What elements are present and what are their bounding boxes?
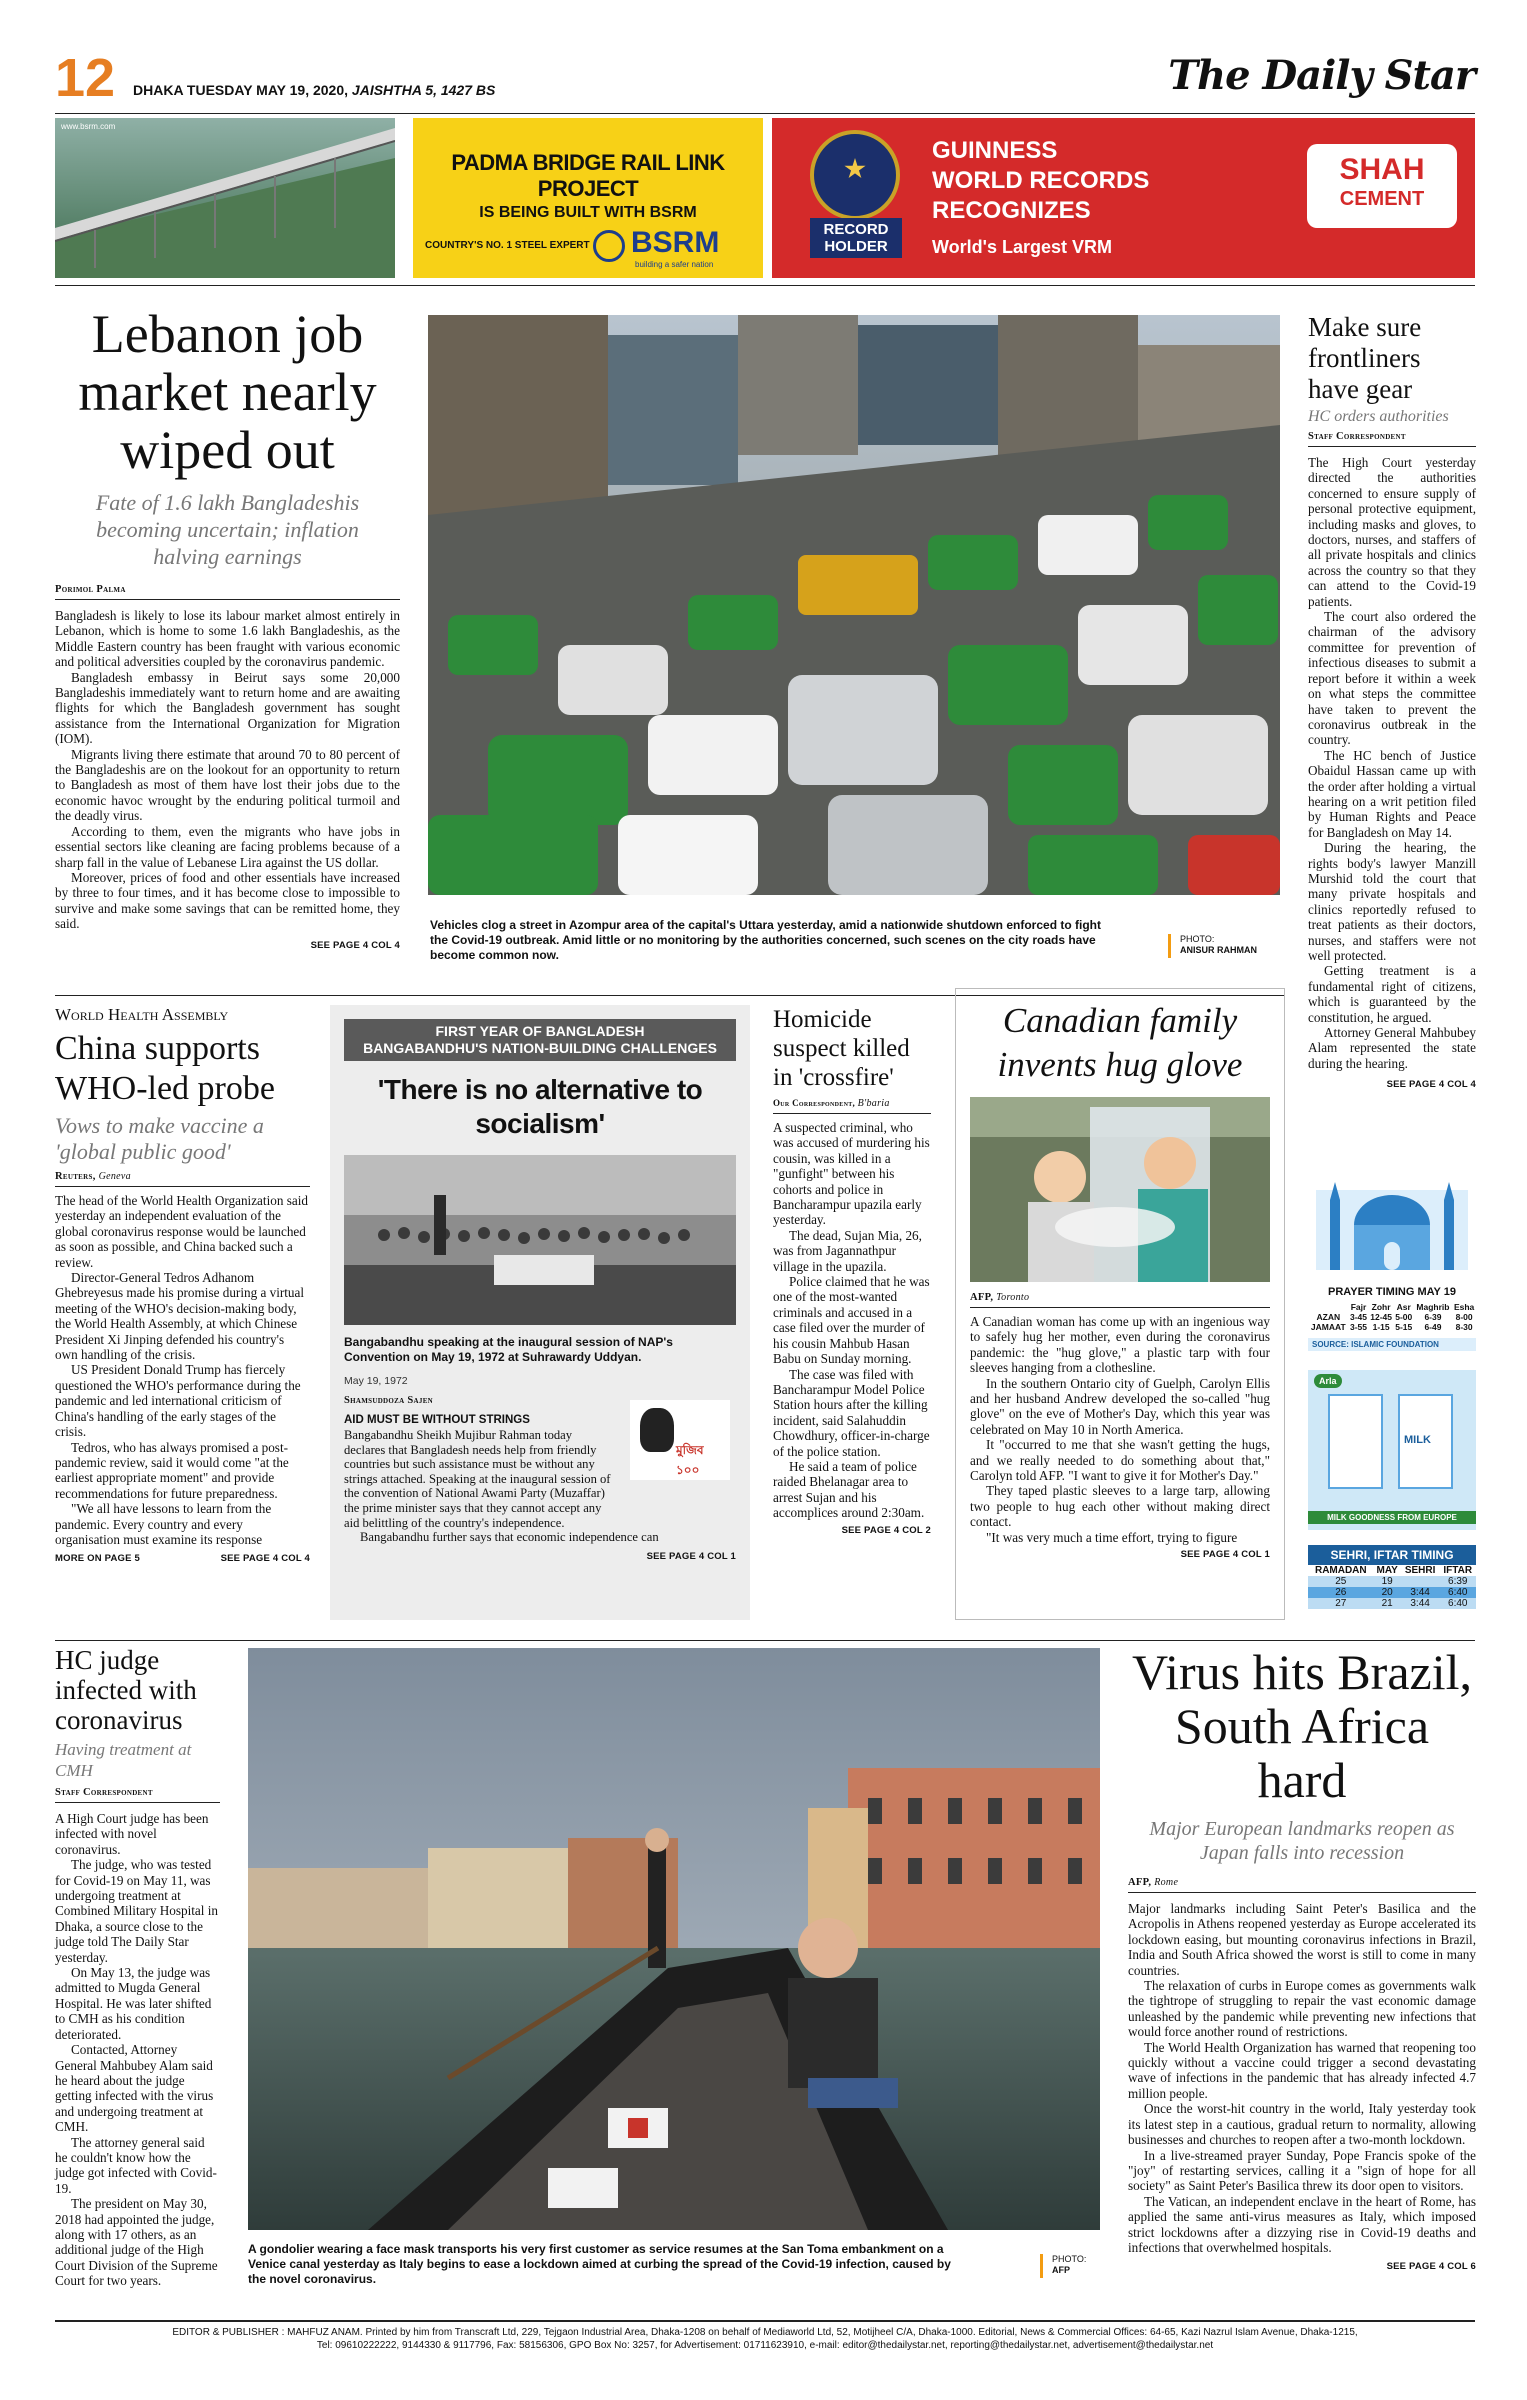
masthead: [55, 50, 1475, 110]
china-deck: Vows to make vaccine a 'global public good': [55, 1113, 264, 1164]
bsrm-ad[interactable]: [55, 118, 770, 278]
dateline: [133, 82, 495, 98]
lebanon-para: Bangladesh is likely to lose its labour market almost entirely in Lebanon, which is home to some 1.6 lakh Bangladeshis, as the Middle Eastern country has been fraught with various economic and political adversities coupled by the coronavirus pandemic.: [55, 608, 400, 670]
arla-tagline: MILK GOODNESS FROM EUROPE: [1308, 1511, 1476, 1524]
homicide-byline-place: B'baria: [857, 1098, 890, 1109]
prayer-header-cell: Esha: [1453, 1302, 1475, 1312]
frontliners-para: During the hearing, the rights body's lawyer Manzill Murshid told the court that many private hospitals and clinics reportedly refused to treat patients as their doctors, nurses, and staffers were not well protected.: [1308, 840, 1476, 963]
traffic-credit: [1180, 934, 1257, 956]
bangabandhu-jump[interactable]: SEE PAGE 4 COL 1: [646, 1550, 736, 1562]
lebanon-story: [55, 305, 400, 951]
prayer-cell: 3-55: [1350, 1322, 1368, 1332]
canadian-para: "It was very much a time effort, trying to figure: [986, 1529, 1238, 1545]
prayer-cell: 12-45: [1370, 1312, 1392, 1322]
china-more[interactable]: MORE ON PAGE 5: [55, 1553, 140, 1565]
lebanon-headline[interactable]: Lebanon job market nearly wiped out: [78, 304, 377, 480]
frontliners-headline[interactable]: Make sure frontliners have gear: [1308, 312, 1422, 404]
china-para: Director-General Tedros Adhanom Ghebreyesus made his promise during a virtual meeting of the WHO's decision-making body, the World Health Assembly, at which Chinese President Xi Jinping defended his country's own handling of the crisis.: [55, 1270, 305, 1363]
shah-cement-ad[interactable]: [772, 118, 1475, 278]
sehri-cell: 26: [1335, 1587, 1347, 1598]
page-number: 12: [55, 48, 116, 108]
brazil-para: The relaxation of curbs in Europe comes as governments walk the tightrope of struggling to repair the vast economic damage unleashed by the pandemic while preventing new infections that would force another round of restrictions.: [1128, 1978, 1476, 2040]
china-para: US President Donald Trump has fiercely questioned the WHO's performance during the pandemic and led international criticism of China's handling of the early stages of the crisis.: [55, 1362, 301, 1440]
sehri-header-cell: SEHRI: [1404, 1565, 1436, 1576]
brazil-story: [1128, 1645, 1476, 2272]
canadian-byline: [970, 1292, 1270, 1303]
bsrm-logo-icon: [593, 230, 625, 262]
prayer-cell: JAMAAT: [1310, 1322, 1346, 1332]
prayer-header-cell: Fajr: [1350, 1302, 1367, 1312]
hc-judge-para: The attorney general said he couldn't know how the judge got infected with Covid-19.: [55, 2134, 217, 2196]
bangabandhu-banner-1: FIRST YEAR OF BANGLADESH: [435, 1023, 645, 1039]
hc-judge-para: A High Court judge has been infected with novel coronavirus.: [55, 1811, 209, 1857]
sehri-cell: 25: [1335, 1576, 1347, 1587]
lebanon-para: According to them, even the migrants who have jobs in essential sectors like cleaning are facing problems because of a sharp fall in the value of Lebanese Lira against the US dollar.: [55, 823, 400, 870]
china-para: "We all have lessons to learn from the pandemic. Every country and every organisation must examine its response: [55, 1501, 272, 1547]
homicide-byline-agency: Our Correspondent,: [773, 1098, 856, 1108]
lebanon-rule: [55, 599, 400, 600]
hc-judge-byline: Staff Correspondent: [55, 1787, 153, 1798]
prayer-cell: 5-00: [1395, 1312, 1413, 1322]
brazil-byline-agency: AFP,: [1128, 1877, 1152, 1888]
china-rule: [55, 1186, 310, 1187]
bsrm-headline-2: IS BEING BUILT WITH BSRM: [479, 204, 697, 221]
prayer-cell: 8-00: [1455, 1312, 1473, 1322]
bsrm-url[interactable]: www.bsrm.com: [61, 122, 116, 131]
mujib-portrait-icon: [640, 1408, 674, 1452]
guinness-text: [932, 136, 1149, 262]
sehri-cell: 20: [1381, 1587, 1393, 1598]
prayer-cell: 8-30: [1455, 1322, 1473, 1332]
brazil-rule: [1128, 1892, 1476, 1893]
frontliners-para: Attorney General Mahbubey Alam represented the state during the hearing.: [1308, 1025, 1476, 1071]
rail-bridge-image: [55, 118, 395, 278]
record-holder-badge: [810, 218, 902, 258]
traffic-credit-label: PHOTO:: [1180, 934, 1215, 944]
bangabandhu-photo: [344, 1155, 736, 1325]
prayer-header-cell: [1308, 1302, 1349, 1312]
sehri-title: SEHRI, IFTAR TIMING: [1308, 1545, 1476, 1565]
prayer-header-cell: Maghrib: [1416, 1302, 1450, 1312]
footer-line-2: Tel: 09610222222, 9144330 & 9117796, Fax: 58156306, GPO Box No: 3257, for Advertisement: 01711623910, e-mail: editor@thedailystar.net, reporting@thedailystar.net, advertisement@thedailystar.net: [316, 2340, 1214, 2351]
canadian-byline-place: Toronto: [996, 1292, 1030, 1303]
traffic-credit-bar: [1168, 934, 1171, 958]
china-headline[interactable]: China supports WHO-led probe: [55, 1030, 275, 1107]
sehri-cell: [1401, 1576, 1440, 1587]
milk-label: MILK: [1404, 1434, 1431, 1446]
hug-glove-photo: [970, 1097, 1270, 1282]
frontliners-story: [1308, 312, 1476, 1090]
venice-credit-label: PHOTO:: [1052, 2254, 1087, 2264]
canadian-box: [955, 988, 1285, 1620]
prayer-row: [1308, 1312, 1476, 1322]
guinness-line-3: RECOGNIZES: [932, 197, 1091, 224]
brazil-para: The World Health Organization has warned that reopening too quickly without a vaccine could trigger a second devastating wave of infections in the pandemic that has already infected 4.7 million people.: [1128, 2039, 1476, 2101]
prayer-source: SOURCE: ISLAMIC FOUNDATION: [1308, 1338, 1476, 1351]
sehri-header-cell: RAMADAN: [1314, 1565, 1367, 1576]
venice-image: [248, 1648, 1100, 2230]
sehri-row: [1308, 1598, 1476, 1609]
prayer-cell: AZAN: [1316, 1312, 1341, 1322]
arla-brand: Arla: [1314, 1374, 1342, 1388]
frontliners-deck: HC orders authorities: [1308, 408, 1449, 425]
traffic-image: [428, 315, 1280, 895]
bangabandhu-caption: Bangabandhu speaking at the inaugural session of NAP's Convention on May 19, 1972 at Suhrawardy Uddyan.: [344, 1335, 673, 1364]
shah-logo-line-2: CEMENT: [1339, 188, 1425, 210]
sehri-cell: 6:39: [1448, 1576, 1468, 1587]
china-byline: [55, 1171, 310, 1182]
bangabandhu-headline[interactable]: 'There is no alternative to socialism': [377, 1074, 703, 1139]
dateline-date: DHAKA TUESDAY MAY 19, 2020,: [133, 82, 349, 98]
dateline-bengali: JAISHTHA 5, 1427 BS: [351, 82, 496, 98]
sehri-cell: 19: [1381, 1576, 1393, 1587]
prayer-cell: 3-45: [1350, 1312, 1368, 1322]
record-badge-line-1: RECORD: [823, 221, 889, 238]
footer-line-1: EDITOR & PUBLISHER : MAHFUZ ANAM. Printed by him from Transcraft Ltd, 229, Tejgaon Industrial Area, Dhaka-1208 on behalf of Mediaworld Ltd, 52, Motijheel C/A, Dhaka-1000. Editorial, News & Commercial Offices: 64-65, Kazi Nazrul Islam Avenue, Dhaka-1215,: [172, 2327, 1358, 2338]
prayer-cell: 6-39: [1424, 1312, 1442, 1322]
frontliners-jump[interactable]: SEE PAGE 4 COL 4: [1386, 1079, 1476, 1091]
canadian-jump[interactable]: SEE PAGE 4 COL 1: [1180, 1549, 1270, 1561]
homicide-para: The dead, Sujan Mia, 26, was from Jagannathpur village in the upazila.: [773, 1227, 922, 1274]
shah-logo-line-1: SHAH: [1339, 153, 1425, 186]
homicide-byline: [773, 1098, 931, 1109]
bangabandhu-para: Bangabandhu Sheikh Mujibur Rahman today declares that Bangladesh needs help from friendly countries but such assistance must be without any strings attached. Speaking at the inaugural session of the convention of National Awami Party (Muzaffar) the prime minister says that they cannot accept any aid belittling of the country's independence.: [344, 1428, 611, 1530]
traffic-caption: Vehicles clog a street in Azompur area of the capital's Uttara yesterday, amid a nationwide shutdown enforced to fight the Covid-19 outbreak. Amid little or no monitoring by the authorities concerned, such scenes on the city roads have become common now.: [430, 918, 1101, 962]
frontliners-para: The High Court yesterday directed the authorities concerned to ensure supply of personal protective equipment, including masks and gloves, to doctors, nurses, and staffers of all private hospitals and clinics across the country so that they can attend to the Covid-19 patients.: [1308, 455, 1476, 609]
canadian-para: A Canadian woman has come up with an ingenious way to safely hug her mother, even during the coronavirus pandemic: the "hug glove," a plastic tarp with four sleeves hanging from a clothesline.: [970, 1314, 1270, 1376]
hc-judge-para: On May 13, the judge was admitted to Mugda General Hospital. He was later shifted to CMH as his condition deteriorated.: [55, 1965, 212, 2042]
traffic-photo: [428, 315, 1280, 895]
lebanon-jump[interactable]: SEE PAGE 4 COL 4: [310, 939, 400, 951]
prayer-cell: 6-49: [1424, 1322, 1442, 1332]
bangabandhu-box: [330, 1005, 750, 1620]
hc-judge-para: The president on May 30, 2018 had appointed the judge, along with 17 others, as an additional judge of the High Court Division of the Supreme Court for two years.: [55, 2196, 218, 2289]
frontliners-body: [1308, 455, 1476, 1071]
homicide-jump[interactable]: SEE PAGE 4 COL 2: [841, 1524, 931, 1536]
sehri-cell: 3:44: [1410, 1598, 1430, 1609]
venice-caption: A gondolier wearing a face mask transports his very first customer as service resumes at the San Toma embankment on a Venice canal yesterday as Italy begins to ease a lockdown aimed at curbing the spread of the Covid-19 infection, caused by the novel coronavirus.: [248, 2242, 951, 2286]
prayer-title: PRAYER TIMING MAY 19: [1328, 1286, 1456, 1298]
canadian-body: [970, 1314, 1270, 1545]
hc-judge-para: Contacted, Attorney General Mahbubey Alam said he heard about the judge getting infected with the virus and undergoing treatment at CMH.: [55, 2042, 214, 2135]
brazil-para: Once the worst-hit country in the world, Italy yesterday took its latest step in a cautious, gradual return to normality, allowing businesses and churches to reopen after a two-month lockdown.: [1128, 2101, 1476, 2148]
bangabandhu-byline: Shamsuddoza Sajen: [344, 1395, 434, 1406]
traffic-credit-name: ANISUR RAHMAN: [1180, 945, 1257, 955]
mosque-icon: [1308, 1170, 1476, 1280]
brazil-para: In a live-streamed prayer Sunday, Pope Francis spoke of the "joy" of restarting services, calling it a "sign of hope for all society" as Saint Peter's Basilica threw its door open to visitors.: [1128, 2147, 1476, 2194]
frontliners-para: The HC bench of Justice Obaidul Hassan came up with the order after holding a virtual hearing on a writ petition filed by Human Rights and Peace for Bangladesh on May 14.: [1308, 747, 1476, 840]
homicide-para: Police claimed that he was one of the most-wanted criminals and accused in a case filed over the murder of his cousin Mahbub Hasan Babu on Sunday morning.: [773, 1274, 930, 1367]
bangabandhu-para: Bangabandhu further says that economic independence can: [360, 1530, 659, 1545]
frontliners-para: Getting treatment is a fundamental right of citizens, which is guaranteed by the constitution, he argued.: [1308, 963, 1476, 1025]
homicide-headline[interactable]: Homicide suspect killed in 'crossfire': [773, 1006, 910, 1091]
china-story: [55, 1005, 310, 1564]
china-kicker: World Health Assembly: [55, 1005, 229, 1024]
masthead-rule: [55, 113, 1475, 114]
bsrm-headline-1: PADMA BRIDGE RAIL LINK PROJECT: [451, 150, 725, 201]
homicide-story: [773, 1005, 931, 1536]
prayer-box: [1308, 1170, 1476, 1351]
guinness-badge-icon: [810, 130, 900, 220]
bangabandhu-date: May 19, 1972: [344, 1375, 408, 1387]
china-byline-place: Geneva: [98, 1171, 131, 1182]
homicide-rule: [773, 1113, 931, 1114]
sehri-header-cell: MAY: [1376, 1565, 1398, 1576]
lebanon-para: Bangladesh embassy in Beirut says some 20,000 Bangladeshis immediately want to return home and are awaiting flights for which the Bangladesh government has sought assistance from the International Organization for Migration (IOM).: [55, 669, 400, 747]
china-byline-agency: Reuters,: [55, 1171, 96, 1182]
bsrm-brand: BSRM: [631, 226, 720, 259]
bangabandhu-banner-2: BANGABANDHU'S NATION-BUILDING CHALLENGES: [363, 1040, 717, 1056]
prayer-cell: 1-15: [1372, 1322, 1390, 1332]
lebanon-deck: Fate of 1.6 lakh Bangladeshis becoming uncertain; inflation halving earnings: [95, 490, 360, 569]
ads-rule: [55, 285, 1475, 286]
bsrm-tagline: COUNTRY'S NO. 1 STEEL EXPERT: [425, 240, 590, 251]
sehri-header-cell: IFTAR: [1443, 1565, 1473, 1576]
sehri-cell: 6:40: [1448, 1587, 1468, 1598]
brazil-byline-place: Rome: [1154, 1877, 1179, 1888]
canadian-rule: [970, 1307, 1270, 1308]
mujib-100-text: মুজিব ১০০: [676, 1443, 704, 1477]
prayer-header-cell: Asr: [1396, 1302, 1411, 1312]
china-para: The head of the World Health Organization said yesterday an independent evaluation of the global coronavirus response would be launched as soon as possible, and China backed such a review.: [55, 1193, 308, 1270]
venice-credit-bar: [1040, 2254, 1043, 2278]
sehri-row: [1308, 1587, 1476, 1598]
sehri-table: [1308, 1565, 1476, 1609]
homicide-body: [773, 1120, 931, 1521]
frontliners-para: The court also ordered the chairman of the advisory committee for prevention of infectious diseases to submit a report before it within a week on what steps the committee have taken to prevent the coronavirus outbreak in the country.: [1308, 609, 1476, 748]
hc-judge-rule: [55, 1802, 220, 1803]
milk-carton-left: [1328, 1394, 1383, 1489]
masthead-logo[interactable]: The Daily Star: [1168, 52, 1475, 99]
sehri-header-row: [1308, 1565, 1476, 1576]
guinness-line-4: World's Largest VRM: [932, 237, 1112, 257]
sehri-cell: 21: [1381, 1598, 1393, 1609]
venice-credit-name: AFP: [1052, 2265, 1070, 2275]
homicide-para: He said a team of police raided Bhelanagar area to arrest Sujan and his accomplices around 2:30am.: [773, 1458, 925, 1521]
arla-ad[interactable]: [1308, 1370, 1476, 1530]
china-para: Tedros, who has always promised a post-pandemic review, said it would come "at the earliest appropriate moment" and provide recommendations for future preparedness.: [55, 1439, 289, 1501]
brazil-jump[interactable]: SEE PAGE 4 COL 6: [1386, 2261, 1476, 2273]
brazil-headline[interactable]: Virus hits Brazil, South Africa hard: [1131, 1644, 1472, 1808]
homicide-para: A suspected criminal, who was accused of murdering his cousin, was killed in a "gunfight" between his cohorts and police in Bancharampur upazila early yesterday.: [773, 1120, 930, 1228]
bangabandhu-banner: [344, 1019, 736, 1061]
canadian-para: It "occurred to me that she wasn't getting the hugs, and we really needed to do something about that," Carolyn told AFP. "I want to give it for Mother's Day.": [970, 1437, 1270, 1484]
brazil-byline: [1128, 1877, 1476, 1888]
bsrm-subbrand: building a safer nation: [635, 260, 714, 269]
lebanon-byline: Porimol Palma: [55, 584, 126, 595]
canadian-para: In the southern Ontario city of Guelph, Carolyn Ellis and her husband Andrew developed the so-called "hug glove" on the eve of Mother's Day, which this year was celebrated on May 10 in North America.: [970, 1375, 1270, 1437]
frontliners-byline: Staff Correspondent: [1308, 431, 1406, 442]
prayer-header-row: [1308, 1302, 1476, 1312]
prayer-table: [1308, 1302, 1476, 1332]
brazil-deck: Major European landmarks reopen as Japan falls into recession: [1149, 1818, 1455, 1864]
china-jumps: [55, 1553, 310, 1564]
guinness-line-2: WORLD RECORDS: [932, 167, 1150, 194]
lebanon-para: Migrants living there estimate that around 70 to 80 percent of the Bangladeshis are on the lookout for an opportunity to return to Bangladesh as most of them have lost their jobs due to the economic havoc wrought by the enduring political turmoil and the deadly virus.: [55, 746, 400, 824]
canadian-para: They taped plastic sleeves to a large tarp, allowing two people to hug each other without making direct contact.: [970, 1483, 1270, 1530]
hc-judge-headline[interactable]: HC judge infected with coronavirus: [55, 1645, 197, 1735]
frontliners-rule: [1308, 446, 1476, 447]
prayer-row: [1308, 1322, 1476, 1332]
china-body: [55, 1193, 310, 1547]
hc-judge-para: The judge, who was tested for Covid-19 on May 11, was undergoing treatment at Combined Military Hospital in Dhaka, a source close to the judge told The Daily Star yesterday.: [55, 1857, 219, 1965]
brazil-para: Major landmarks including Saint Peter's Basilica and the Acropolis in Athens reopened yesterday as Europe accelerated its lockdown easing, but mounting coronavirus infections in Brazil, India and South Africa showed the worst is still to come in many countries.: [1128, 1901, 1476, 1978]
record-badge-line-2: HOLDER: [824, 238, 888, 255]
prayer-cell: 5-15: [1395, 1322, 1413, 1332]
sehri-cell: 3:44: [1410, 1587, 1430, 1598]
footer: [55, 2320, 1475, 2352]
venice-credit: [1052, 2254, 1086, 2276]
canadian-headline[interactable]: Canadian family invents hug glove: [997, 1001, 1243, 1084]
sehri-box: [1308, 1545, 1476, 1609]
shah-cement-logo: [1307, 144, 1457, 228]
lebanon-para: Moreover, prices of food and other essentials have increased by three to four times, and it has become close to impossible to survive and make some savings that can be remitted home, they said.: [55, 869, 400, 932]
bsrm-panel: [413, 118, 763, 278]
hc-judge-body: [55, 1811, 220, 2289]
bottom-section-rule: [55, 1640, 1475, 1641]
venice-photo: [248, 1648, 1100, 2230]
sehri-cell: 27: [1335, 1598, 1347, 1609]
brazil-para: The Vatican, an independent enclave in the heart of Rome, has applied the same anti-virus measures as Italy, which imposed strict lockdowns after a dizzying rise in Covid-19 deaths and infections that overwhelmed hospitals.: [1128, 2193, 1476, 2255]
china-jump[interactable]: SEE PAGE 4 COL 4: [220, 1553, 310, 1565]
sehri-cell: 6:40: [1448, 1598, 1468, 1609]
sehri-row: [1308, 1576, 1476, 1587]
homicide-para: The case was filed with Bancharampur Model Police Station hours after the killing incident, said Salahuddin Chowdhury, officer-in-charge of the police station.: [773, 1366, 930, 1459]
hc-judge-deck: Having treatment at CMH: [55, 1740, 192, 1780]
bangabandhu-subhead: AID MUST BE WITHOUT STRINGS: [344, 1414, 530, 1426]
guinness-line-1: GUINNESS: [932, 137, 1058, 164]
hc-judge-story: [55, 1645, 220, 2289]
canadian-byline-agency: AFP,: [970, 1292, 994, 1303]
prayer-header-cell: Zohr: [1371, 1302, 1391, 1312]
mujib-100-logo: [630, 1400, 730, 1480]
brazil-body: [1128, 1901, 1476, 2255]
lebanon-body: [55, 608, 400, 932]
